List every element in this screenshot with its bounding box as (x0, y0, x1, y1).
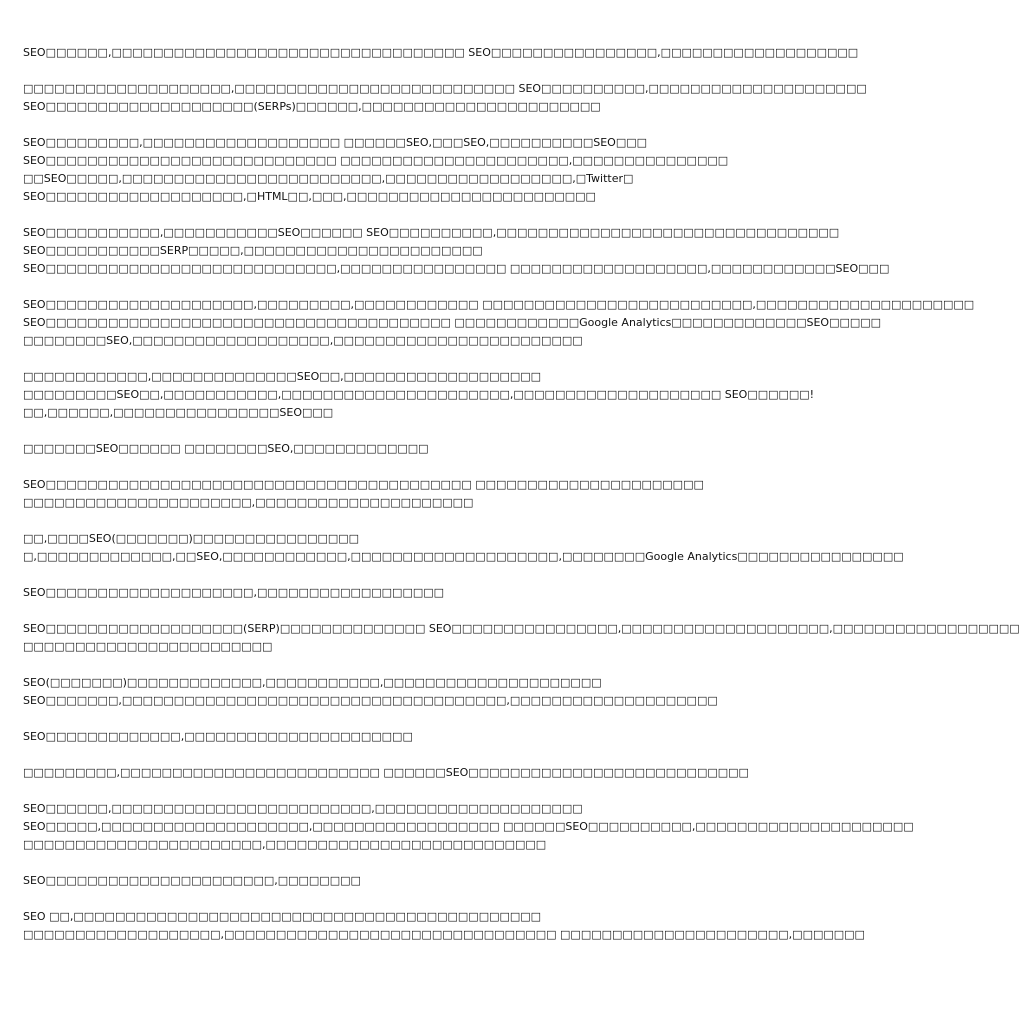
text-line: □□SEO□□□□□,□□□□□□□□□□□□□□□□□□□□□□□□□,□□□□□□□□□□□□□□□□□□,□Twitter□ (23, 172, 634, 185)
text-line: SEO□□□□□□□□□□□□□□□□□□□□□□□□□□□□ □□□□□□□□□□□□□□□□□□□□□□,□□□□□□□□□□□□□□□ (23, 154, 729, 167)
text-line: SEO□□□□□,□□□□□□□□□□□□□□□□□□□□,□□□□□□□□□□□□□□□□□□ □□□□□□SEO□□□□□□□□□□,□□□□□□□□□□□□□□□□□□□□□ (23, 820, 914, 833)
text-line: SEO□□□□□□□□□□□□□□□□□□□□,□□□□□□□□□□□□□□□□□□ (23, 586, 445, 599)
paragraph-8 (23, 476, 704, 512)
paragraph-9 (23, 530, 904, 566)
text-line: SEO□□□□□□□□□□□□□□□□□□□(SERP)□□□□□□□□□□□□□□ SEO□□□□□□□□□□□□□□□□,□□□□□□□□□□□□□□□□□□□□,□□□□□□□□□□□□□□□□□□ (23, 622, 1020, 635)
text-line: SEO□□□□□□□□□□□□□,□□□□□□□□□□□□□□□□□□□□□□ (23, 730, 413, 743)
text-line: □□□□□□□□□SEO□□,□□□□□□□□□□□,□□□□□□□□□□□□□□□□□□□□□□,□□□□□□□□□□□□□□□□□□□□ SEO□□□□□□! (23, 388, 815, 401)
paragraph-16 (23, 872, 700, 890)
text-line: SEO□□□□□□□□□□□□□□□□□□□□□□□□□□□□,□□□□□□□□□□□□□□□□ □□□□□□□□□□□□□□□□□□□,□□□□□□□□□□□□SEO□□□ (23, 262, 890, 275)
text-line: □□□□□□□□□□□□□□□□□□□,□□□□□□□□□□□□□□□□□□□□□□□□□□□□□□□□ □□□□□□□□□□□□□□□□□□□□□□,□□□□□□□ (23, 928, 865, 941)
text-line: □□,□□□□□□,□□□□□□□□□□□□□□□□SEO□□□ (23, 406, 334, 419)
paragraph-10 (23, 584, 700, 602)
text-line: SEO□□□□□□□□□□□SERP□□□□□,□□□□□□□□□□□□□□□□□□□□□□□ (23, 244, 483, 257)
paragraph-12 (23, 674, 718, 710)
text-line: SEO(□□□□□□□)□□□□□□□□□□□□□,□□□□□□□□□□□,□□□□□□□□□□□□□□□□□□□□□ (23, 676, 602, 689)
paragraph-17 (23, 908, 865, 944)
paragraph-5 (23, 296, 975, 350)
paragraph-1 (23, 44, 859, 62)
text-line: □,□□□□□□□□□□□□□,□□SEO,□□□□□□□□□□□□,□□□□□□□□□□□□□□□□□□□□,□□□□□□□□Google Analytics□□□□□□□□□□□□□□□□ (23, 550, 904, 563)
text-line: SEO□□□□□□□□□□□□□□□□□□□□(SERPs)□□□□□□,□□□□□□□□□□□□□□□□□□□□□□□ (23, 100, 601, 113)
text-line: SEO□□□□□□,□□□□□□□□□□□□□□□□□□□□□□□□□□□□□□□□□□ SEO□□□□□□□□□□□□□□□□,□□□□□□□□□□□□□□□□□□□ (23, 46, 859, 59)
paragraph-7 (23, 440, 700, 458)
text-line: □□□□□□□□□□□□□□□□□□□□,□□□□□□□□□□□□□□□□□□□□□□□□□□□ SEO□□□□□□□□□□,□□□□□□□□□□□□□□□□□□□□□ (23, 82, 867, 95)
text-line: SEO□□□□□□□,□□□□□□□□□□□□□□□□□□□□□□□□□□□□□□□□□□□□□,□□□□□□□□□□□□□□□□□□□□ (23, 694, 718, 707)
paragraph-2 (23, 80, 867, 116)
text-line: SEO□□□□□□□□□□□□□□□□□□□,□HTML□□,□□□,□□□□□□□□□□□□□□□□□□□□□□□□ (23, 190, 596, 203)
text-line: □□,□□□□SEO(□□□□□□□)□□□□□□□□□□□□□□□□ (23, 532, 360, 545)
paragraph-14 (23, 764, 749, 782)
text-line: □□□□□□□SEO□□□□□□ □□□□□□□□SEO,□□□□□□□□□□□□□ (23, 442, 429, 455)
text-line: □□□□□□□□□,□□□□□□□□□□□□□□□□□□□□□□□□□ □□□□□□SEO□□□□□□□□□□□□□□□□□□□□□□□□□□□ (23, 766, 749, 779)
text-line: SEO□□□□□□□□□,□□□□□□□□□□□□□□□□□□□ □□□□□□SEO,□□□SEO,□□□□□□□□□□SEO□□□ (23, 136, 648, 149)
paragraph-6 (23, 368, 815, 422)
paragraph-13 (23, 728, 700, 746)
text-line: SEO□□□□□□□□□□□,□□□□□□□□□□□SEO□□□□□□ SEO□□□□□□□□□□,□□□□□□□□□□□□□□□□□□□□□□□□□□□□□□□□□ (23, 226, 840, 239)
paragraph-11 (23, 620, 1020, 656)
paragraph-15 (23, 800, 914, 854)
text-line: □□□□□□□□SEO,□□□□□□□□□□□□□□□□□□□,□□□□□□□□□□□□□□□□□□□□□□□□ (23, 334, 583, 347)
text-line: SEO□□□□□□□□□□□□□□□□□□□□□□□□□□□□□□□□□□□□□□□ □□□□□□□□□□□□Google Analytics□□□□□□□□□□□□□SEO□□□□□ (23, 316, 882, 329)
text-line: □□□□□□□□□□□□□□□□□□□□□□,□□□□□□□□□□□□□□□□□□□□□ (23, 496, 474, 509)
text-line: SEO□□□□□□□□□□□□□□□□□□□□,□□□□□□□□□,□□□□□□□□□□□□ □□□□□□□□□□□□□□□□□□□□□□□□□□,□□□□□□□□□□□□□□□□□□□□□ (23, 298, 975, 311)
text-line: SEO □□,□□□□□□□□□□□□□□□□□□□□□□□□□□□□□□□□□□□□□□□□□□□□□ (23, 910, 542, 923)
text-line: SEO□□□□□□,□□□□□□□□□□□□□□□□□□□□□□□□□,□□□□□□□□□□□□□□□□□□□□ (23, 802, 583, 815)
text-line: □□□□□□□□□□□□□□□□□□□□□□□,□□□□□□□□□□□□□□□□□□□□□□□□□□□ (23, 838, 547, 851)
paragraph-4 (23, 224, 890, 278)
paragraph-3 (23, 134, 729, 206)
text-line: SEO□□□□□□□□□□□□□□□□□□□□□□□□□□□□□□□□□□□□□□□□□ □□□□□□□□□□□□□□□□□□□□□□ (23, 478, 704, 491)
text-line: SEO□□□□□□□□□□□□□□□□□□□□□□,□□□□□□□□ (23, 874, 361, 887)
text-line: □□□□□□□□□□□□,□□□□□□□□□□□□□□SEO□□,□□□□□□□□□□□□□□□□□□□ (23, 370, 542, 383)
text-line: □□□□□□□□□□□□□□□□□□□□□□□□ (23, 640, 273, 653)
